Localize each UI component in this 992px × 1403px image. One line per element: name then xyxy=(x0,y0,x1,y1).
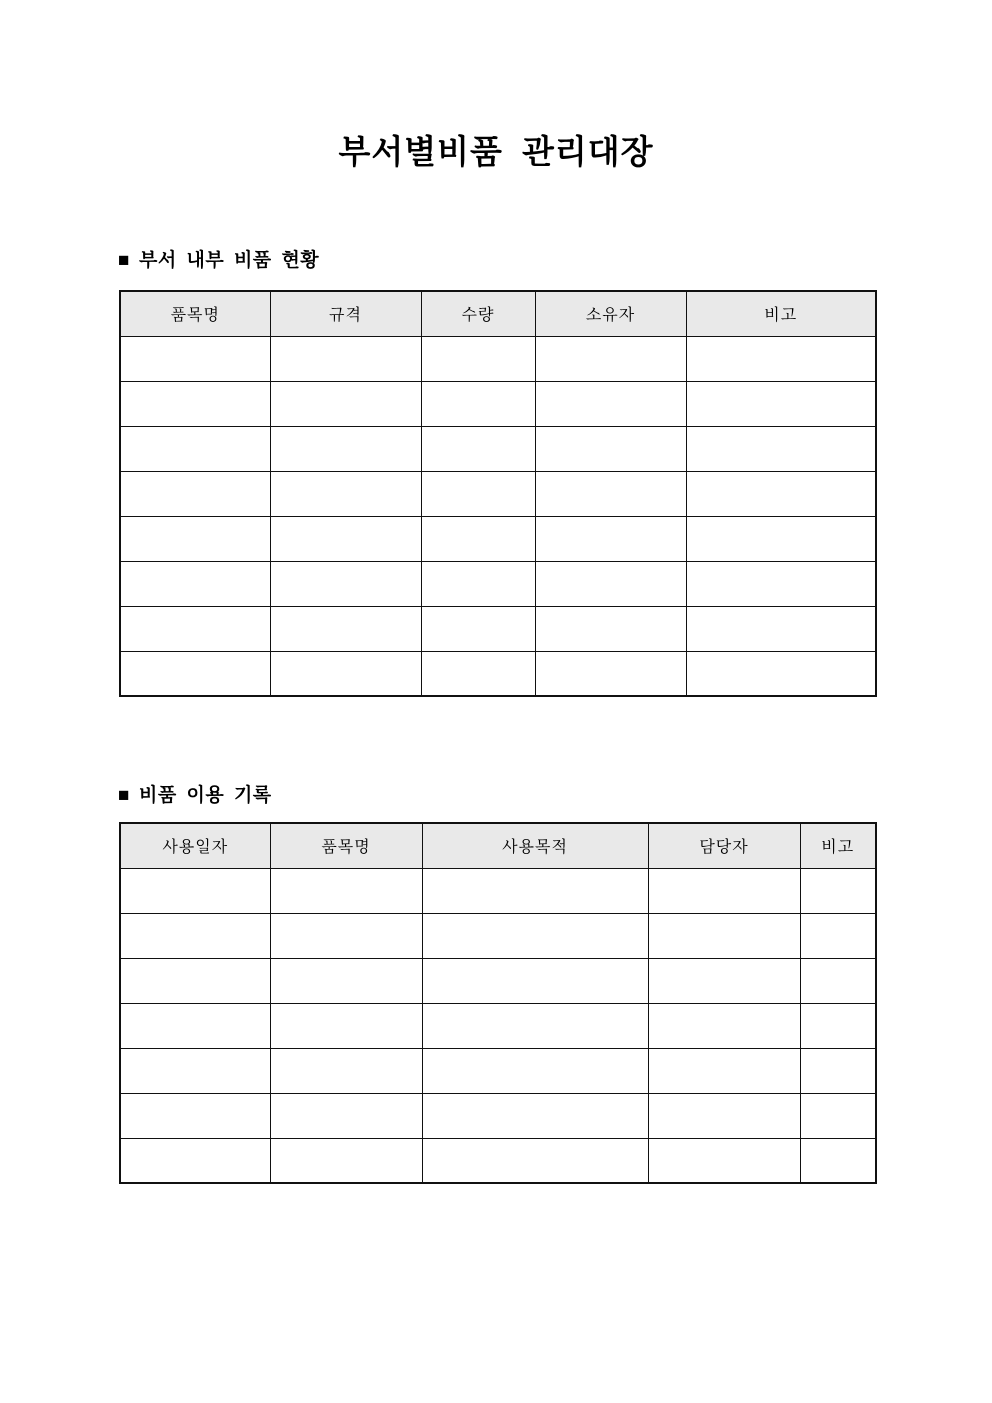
section-heading-inventory-text: 부서 내부 비품 현황 xyxy=(138,250,320,271)
column-header: 비고 xyxy=(686,291,876,336)
empty-cell xyxy=(120,651,270,696)
usage-log-table xyxy=(119,822,877,1184)
empty-cell xyxy=(270,958,422,1003)
column-header: 사용목적 xyxy=(422,823,648,868)
empty-cell xyxy=(120,958,270,1003)
empty-cell xyxy=(535,516,686,561)
empty-cell xyxy=(120,913,270,958)
empty-cell xyxy=(648,913,800,958)
empty-cell xyxy=(535,651,686,696)
empty-cell xyxy=(686,336,876,381)
empty-cell xyxy=(535,606,686,651)
empty-cell xyxy=(535,381,686,426)
empty-cell xyxy=(648,1048,800,1093)
empty-cell xyxy=(120,381,270,426)
table-row xyxy=(120,606,876,651)
table-row xyxy=(120,1003,876,1048)
table-row xyxy=(120,651,876,696)
empty-cell xyxy=(421,516,535,561)
empty-cell xyxy=(120,1138,270,1183)
empty-cell xyxy=(422,1138,648,1183)
empty-cell xyxy=(648,958,800,1003)
empty-cell xyxy=(270,868,422,913)
inventory-table xyxy=(119,290,877,697)
empty-cell xyxy=(270,1003,422,1048)
empty-cell xyxy=(686,381,876,426)
column-header: 품목명 xyxy=(120,291,270,336)
usage-log-table-body xyxy=(120,868,876,1183)
empty-cell xyxy=(686,471,876,516)
empty-cell xyxy=(422,1048,648,1093)
empty-cell xyxy=(120,336,270,381)
empty-cell xyxy=(270,606,421,651)
empty-cell xyxy=(422,958,648,1003)
empty-cell xyxy=(535,426,686,471)
empty-cell xyxy=(120,561,270,606)
empty-cell xyxy=(648,1003,800,1048)
table-row xyxy=(120,1093,876,1138)
table-row xyxy=(120,913,876,958)
table-row xyxy=(120,561,876,606)
empty-cell xyxy=(270,1048,422,1093)
column-header: 품목명 xyxy=(270,823,422,868)
empty-cell xyxy=(800,1048,876,1093)
column-header: 담당자 xyxy=(648,823,800,868)
table-row xyxy=(120,1048,876,1093)
document-title: 부서별비품 관리대장 xyxy=(338,133,654,170)
empty-cell xyxy=(421,336,535,381)
table-row xyxy=(120,516,876,561)
empty-cell xyxy=(270,471,421,516)
empty-cell xyxy=(686,606,876,651)
empty-cell xyxy=(648,868,800,913)
empty-cell xyxy=(270,651,421,696)
empty-cell xyxy=(422,1003,648,1048)
table-row xyxy=(120,471,876,516)
empty-cell xyxy=(686,651,876,696)
empty-cell xyxy=(535,561,686,606)
empty-cell xyxy=(120,471,270,516)
column-header: 수량 xyxy=(421,291,535,336)
empty-cell xyxy=(270,1138,422,1183)
empty-cell xyxy=(120,1093,270,1138)
empty-cell xyxy=(421,651,535,696)
empty-cell xyxy=(421,561,535,606)
square-bullet-icon: ■ xyxy=(118,250,130,271)
table-row xyxy=(120,958,876,1003)
section-heading-inventory xyxy=(118,249,319,272)
table-row xyxy=(120,426,876,471)
empty-cell xyxy=(686,516,876,561)
empty-cell xyxy=(422,913,648,958)
empty-cell xyxy=(422,1093,648,1138)
empty-cell xyxy=(421,606,535,651)
empty-cell xyxy=(270,426,421,471)
empty-cell xyxy=(800,1003,876,1048)
empty-cell xyxy=(535,471,686,516)
inventory-table-body xyxy=(120,336,876,696)
empty-cell xyxy=(270,913,422,958)
table-row xyxy=(120,381,876,426)
empty-cell xyxy=(120,1003,270,1048)
column-header: 비고 xyxy=(800,823,876,868)
table-row xyxy=(120,336,876,381)
empty-cell xyxy=(800,868,876,913)
column-header: 사용일자 xyxy=(120,823,270,868)
empty-cell xyxy=(686,561,876,606)
empty-cell xyxy=(535,336,686,381)
empty-cell xyxy=(120,1048,270,1093)
empty-cell xyxy=(648,1093,800,1138)
usage-log-table-head xyxy=(120,823,876,868)
column-header: 소유자 xyxy=(535,291,686,336)
empty-cell xyxy=(800,913,876,958)
empty-cell xyxy=(800,958,876,1003)
table-row xyxy=(120,1138,876,1183)
usage-log-header-row xyxy=(120,823,876,868)
empty-cell xyxy=(270,1093,422,1138)
empty-cell xyxy=(270,561,421,606)
empty-cell xyxy=(120,516,270,561)
inventory-header-row xyxy=(120,291,876,336)
table-row xyxy=(120,868,876,913)
empty-cell xyxy=(648,1138,800,1183)
empty-cell xyxy=(270,336,421,381)
empty-cell xyxy=(686,426,876,471)
empty-cell xyxy=(421,381,535,426)
section-heading-usage-log xyxy=(118,784,272,807)
empty-cell xyxy=(120,606,270,651)
empty-cell xyxy=(120,868,270,913)
empty-cell xyxy=(421,426,535,471)
empty-cell xyxy=(421,471,535,516)
empty-cell xyxy=(800,1093,876,1138)
empty-cell xyxy=(422,868,648,913)
column-header: 규격 xyxy=(270,291,421,336)
empty-cell xyxy=(270,516,421,561)
inventory-table-head xyxy=(120,291,876,336)
empty-cell xyxy=(270,381,421,426)
square-bullet-icon: ■ xyxy=(118,785,130,806)
empty-cell xyxy=(120,426,270,471)
section-heading-usage-log-text: 비품 이용 기록 xyxy=(138,785,272,806)
empty-cell xyxy=(800,1138,876,1183)
